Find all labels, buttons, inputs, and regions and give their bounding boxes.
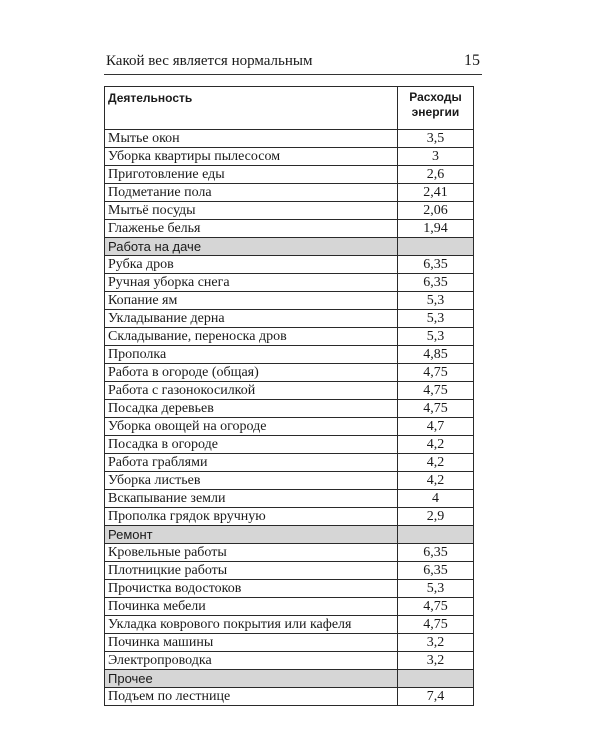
table-row — [105, 328, 474, 346]
running-title: Какой вес является нормальным — [106, 53, 313, 69]
energy-value-cell: 3,5 — [398, 130, 474, 148]
table-row — [105, 400, 474, 418]
activity-cell: Укладка коврового покрытия или кафеля — [105, 616, 398, 634]
activity-cell: Вскапывание земли — [105, 490, 398, 508]
table-row — [105, 220, 474, 238]
energy-value-cell: 3 — [398, 148, 474, 166]
activity-cell: Электропроводка — [105, 652, 398, 670]
activity-cell: Копание ям — [105, 292, 398, 310]
activity-cell: Плотницкие работы — [105, 562, 398, 580]
table-row — [105, 634, 474, 652]
activity-cell: Подъем по лестнице — [105, 688, 398, 706]
section-empty-cell — [398, 238, 474, 256]
activity-cell: Глаженье белья — [105, 220, 398, 238]
table-row — [105, 310, 474, 328]
table-row — [105, 130, 474, 148]
table-row — [105, 616, 474, 634]
activity-cell: Посадка деревьев — [105, 400, 398, 418]
activity-cell: Уборка овощей на огороде — [105, 418, 398, 436]
table-row — [105, 202, 474, 220]
energy-value-cell: 2,6 — [398, 166, 474, 184]
activity-cell: Мытьё посуды — [105, 202, 398, 220]
table-row — [105, 364, 474, 382]
energy-value-cell: 5,3 — [398, 328, 474, 346]
activity-cell: Уборка листьев — [105, 472, 398, 490]
section-row — [105, 670, 474, 688]
activity-cell: Прополка грядок вручную — [105, 508, 398, 526]
activity-cell: Уборка квартиры пылесосом — [105, 148, 398, 166]
energy-value-cell: 4 — [398, 490, 474, 508]
section-title: Работа на даче — [105, 238, 398, 256]
table-row — [105, 166, 474, 184]
activity-cell: Укладывание дерна — [105, 310, 398, 328]
energy-value-cell: 4,75 — [398, 400, 474, 418]
activity-cell: Приготовление еды — [105, 166, 398, 184]
activity-cell: Кровельные работы — [105, 544, 398, 562]
energy-value-cell: 7,4 — [398, 688, 474, 706]
energy-value-cell: 4,75 — [398, 382, 474, 400]
table-row — [105, 292, 474, 310]
table-row — [105, 274, 474, 292]
activity-cell: Прополка — [105, 346, 398, 364]
running-head — [106, 52, 480, 70]
table-header-row — [105, 87, 474, 130]
energy-value-cell: 6,35 — [398, 256, 474, 274]
energy-value-cell: 4,2 — [398, 472, 474, 490]
energy-value-cell: 5,3 — [398, 310, 474, 328]
section-row — [105, 238, 474, 256]
table-row — [105, 490, 474, 508]
energy-value-cell: 4,75 — [398, 598, 474, 616]
column-header-activity: Деятельность — [105, 87, 398, 130]
table-row — [105, 508, 474, 526]
table-row — [105, 580, 474, 598]
energy-value-cell: 4,85 — [398, 346, 474, 364]
activity-cell: Починка машины — [105, 634, 398, 652]
section-title: Прочее — [105, 670, 398, 688]
energy-value-cell: 6,35 — [398, 562, 474, 580]
energy-value-cell: 3,2 — [398, 652, 474, 670]
activity-cell: Посадка в огороде — [105, 436, 398, 454]
table-row — [105, 346, 474, 364]
energy-table — [104, 86, 474, 706]
section-row — [105, 526, 474, 544]
energy-value-cell: 1,94 — [398, 220, 474, 238]
activity-cell: Работа в огороде (общая) — [105, 364, 398, 382]
energy-value-cell: 5,3 — [398, 580, 474, 598]
energy-value-cell: 5,3 — [398, 292, 474, 310]
activity-cell: Починка мебели — [105, 598, 398, 616]
activity-cell: Работа с газонокосилкой — [105, 382, 398, 400]
activity-cell: Работа граблями — [105, 454, 398, 472]
energy-value-cell: 4,2 — [398, 436, 474, 454]
table-row — [105, 544, 474, 562]
table-row — [105, 688, 474, 706]
activity-cell: Ручная уборка снега — [105, 274, 398, 292]
section-empty-cell — [398, 526, 474, 544]
table-row — [105, 418, 474, 436]
table-row — [105, 472, 474, 490]
energy-value-cell: 2,06 — [398, 202, 474, 220]
activity-cell: Прочистка водостоков — [105, 580, 398, 598]
activity-cell: Рубка дров — [105, 256, 398, 274]
table-row — [105, 562, 474, 580]
section-empty-cell — [398, 670, 474, 688]
table-row — [105, 148, 474, 166]
energy-value-cell: 2,41 — [398, 184, 474, 202]
table-body — [105, 130, 474, 706]
table-row — [105, 652, 474, 670]
table-row — [105, 256, 474, 274]
energy-value-cell: 4,2 — [398, 454, 474, 472]
page-number: 15 — [464, 52, 480, 69]
section-title: Ремонт — [105, 526, 398, 544]
header-rule — [104, 74, 482, 75]
column-header-energy: Расходы энергии — [398, 87, 474, 130]
energy-value-cell: 3,2 — [398, 634, 474, 652]
activity-cell: Подметание пола — [105, 184, 398, 202]
table-row — [105, 436, 474, 454]
table-row — [105, 598, 474, 616]
table-row — [105, 184, 474, 202]
energy-value-cell: 2,9 — [398, 508, 474, 526]
activity-cell: Складывание, переноска дров — [105, 328, 398, 346]
energy-value-cell: 6,35 — [398, 544, 474, 562]
energy-value-cell: 6,35 — [398, 274, 474, 292]
energy-value-cell: 4,75 — [398, 364, 474, 382]
energy-value-cell: 4,7 — [398, 418, 474, 436]
table-row — [105, 454, 474, 472]
table-row — [105, 382, 474, 400]
energy-value-cell: 4,75 — [398, 616, 474, 634]
activity-cell: Мытье окон — [105, 130, 398, 148]
